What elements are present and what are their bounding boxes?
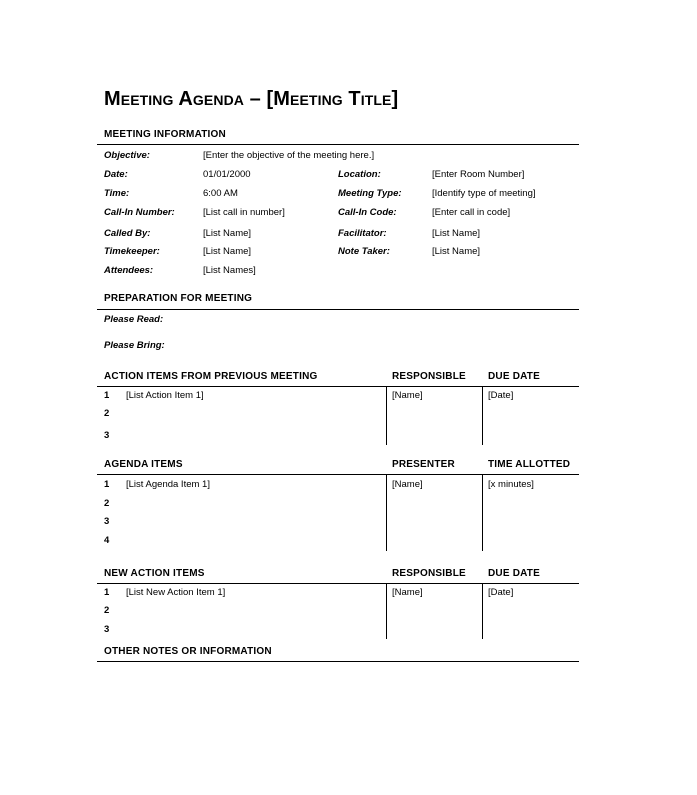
objective-value[interactable]: [Enter the objective of the meeting here.] xyxy=(203,150,375,161)
meeting-type-value[interactable]: [Identify type of meeting] xyxy=(432,188,536,199)
row-number: 2 xyxy=(104,408,110,419)
objective-label: Objective: xyxy=(104,150,150,161)
row-number: 3 xyxy=(104,430,110,441)
agenda-items-col-presenter: PRESENTER xyxy=(392,459,455,470)
facilitator-label: Facilitator: xyxy=(338,228,387,239)
other-notes-heading: OTHER NOTES OR INFORMATION xyxy=(104,646,272,657)
location-value[interactable]: [Enter Room Number] xyxy=(432,169,525,180)
due-date-cell[interactable]: [Date] xyxy=(488,587,514,598)
row-number: 2 xyxy=(104,605,110,616)
section-divider xyxy=(97,309,579,310)
agenda-items-col-time-allotted: TIME ALLOTTED xyxy=(488,459,571,470)
column-divider xyxy=(482,583,483,639)
facilitator-value[interactable]: [List Name] xyxy=(432,228,481,239)
responsible-cell[interactable]: [Name] xyxy=(392,587,423,598)
document-title: Meeting Agenda – [Meeting Title] xyxy=(104,88,399,110)
new-actions-col-responsible: RESPONSIBLE xyxy=(392,568,466,579)
timekeeper-label: Timekeeper: xyxy=(104,246,160,257)
callin-number-label: Call-In Number: xyxy=(104,207,175,218)
meeting-type-label: Meeting Type: xyxy=(338,188,402,199)
agenda-items-heading: AGENDA ITEMS xyxy=(104,459,183,470)
section-divider xyxy=(97,583,579,584)
time-allotted-cell[interactable]: [x minutes] xyxy=(488,479,534,490)
date-label: Date: xyxy=(104,169,128,180)
note-taker-label: Note Taker: xyxy=(338,246,390,257)
section-divider xyxy=(97,144,579,145)
called-by-label: Called By: xyxy=(104,228,151,239)
responsible-cell[interactable]: [Name] xyxy=(392,390,423,401)
meeting-information-heading: MEETING INFORMATION xyxy=(104,129,226,140)
action-item-cell[interactable]: [List Action Item 1] xyxy=(126,390,204,401)
presenter-cell[interactable]: [Name] xyxy=(392,479,423,490)
section-divider xyxy=(97,474,579,475)
attendees-value[interactable]: [List Names] xyxy=(203,265,256,276)
column-divider xyxy=(482,386,483,445)
row-number: 4 xyxy=(104,535,110,546)
time-value[interactable]: 6:00 AM xyxy=(203,188,238,199)
preparation-heading: PREPARATION FOR MEETING xyxy=(104,293,253,304)
callin-code-label: Call-In Code: xyxy=(338,207,397,218)
previous-actions-col-responsible: RESPONSIBLE xyxy=(392,371,466,382)
column-divider xyxy=(482,474,483,551)
time-label: Time: xyxy=(104,188,130,199)
new-actions-heading: NEW ACTION ITEMS xyxy=(104,568,205,579)
previous-actions-heading: ACTION ITEMS FROM PREVIOUS MEETING xyxy=(104,371,318,382)
called-by-value[interactable]: [List Name] xyxy=(203,228,252,239)
column-divider xyxy=(386,474,387,551)
location-label: Location: xyxy=(338,169,381,180)
previous-actions-col-due-date: DUE DATE xyxy=(488,371,540,382)
row-number: 1 xyxy=(104,479,110,490)
column-divider xyxy=(386,386,387,445)
callin-number-value[interactable]: [List call in number] xyxy=(203,207,285,218)
new-action-item-cell[interactable]: [List New Action Item 1] xyxy=(126,587,226,598)
timekeeper-value[interactable]: [List Name] xyxy=(203,246,252,257)
note-taker-value[interactable]: [List Name] xyxy=(432,246,481,257)
row-number: 3 xyxy=(104,516,110,527)
row-number: 1 xyxy=(104,587,110,598)
row-number: 1 xyxy=(104,390,110,401)
new-actions-col-due-date: DUE DATE xyxy=(488,568,540,579)
callin-code-value[interactable]: [Enter call in code] xyxy=(432,207,511,218)
please-bring-label: Please Bring: xyxy=(104,340,165,351)
attendees-label: Attendees: xyxy=(104,265,154,276)
section-divider xyxy=(97,386,579,387)
agenda-item-cell[interactable]: [List Agenda Item 1] xyxy=(126,479,210,490)
date-value[interactable]: 01/01/2000 xyxy=(203,169,251,180)
row-number: 3 xyxy=(104,624,110,635)
due-date-cell[interactable]: [Date] xyxy=(488,390,514,401)
column-divider xyxy=(386,583,387,639)
please-read-label: Please Read: xyxy=(104,314,164,325)
row-number: 2 xyxy=(104,498,110,509)
section-divider xyxy=(97,661,579,662)
